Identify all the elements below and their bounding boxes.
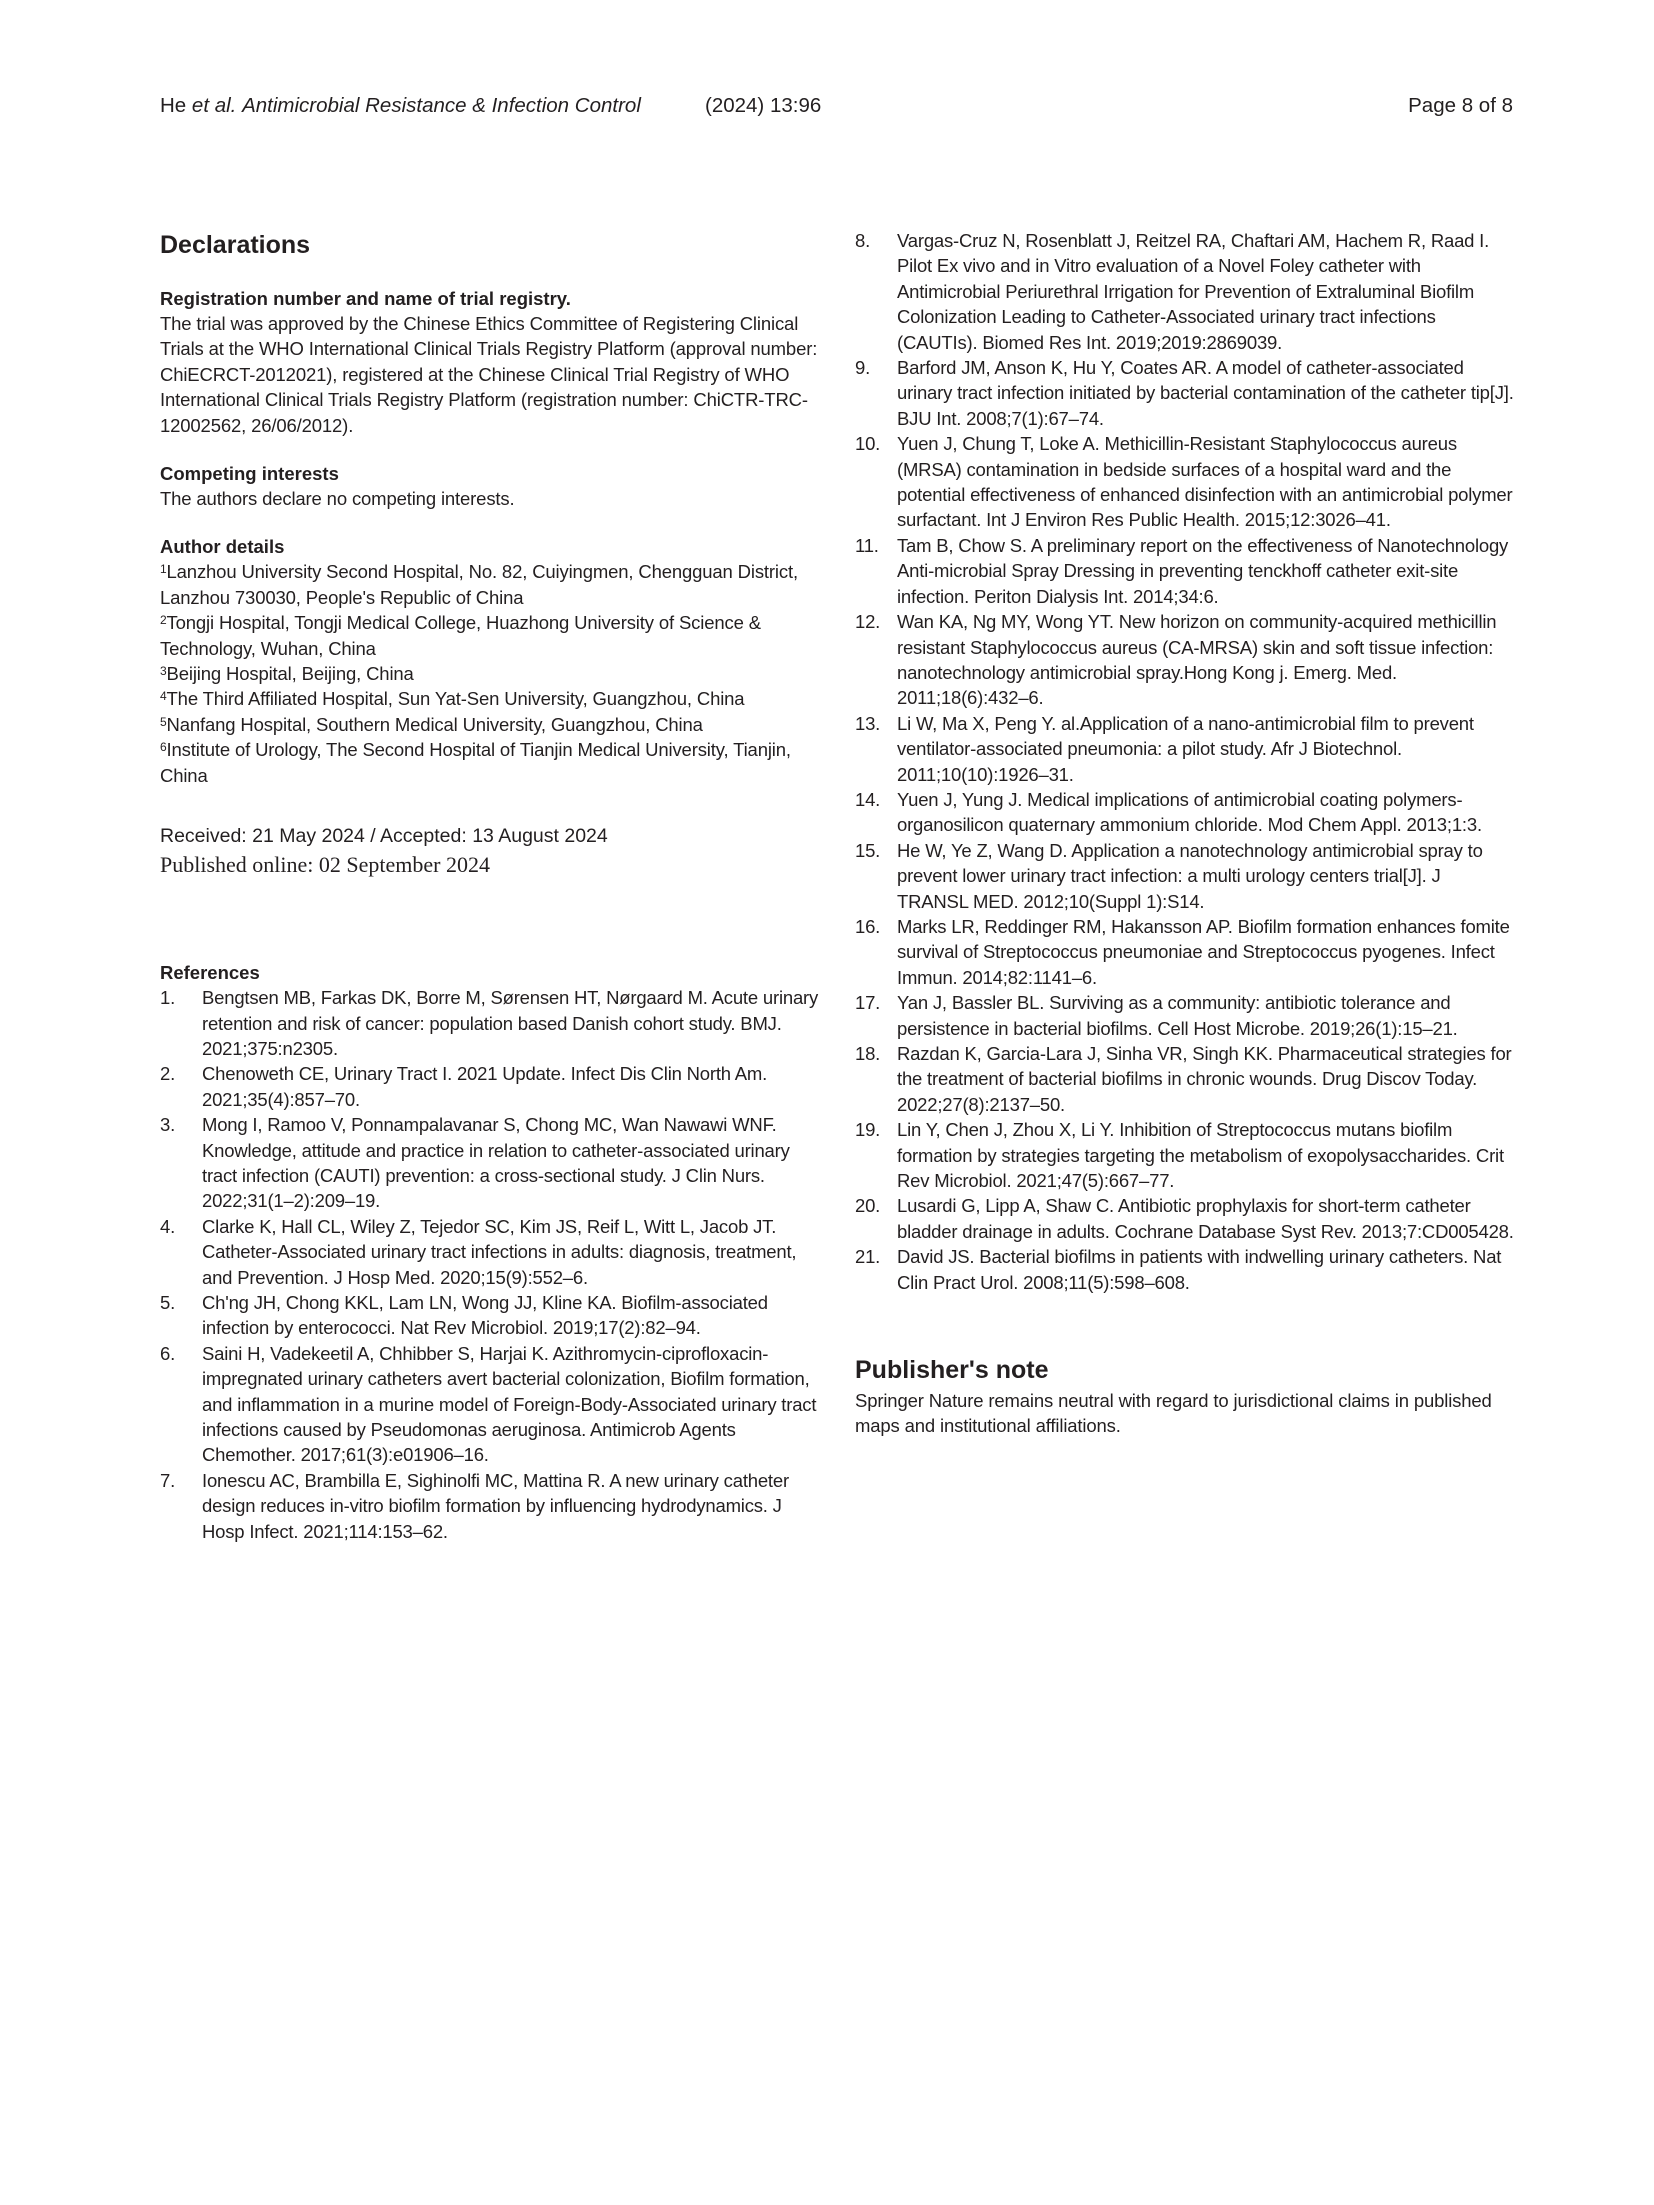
- reference-item: [855, 838, 1515, 914]
- reference-text: Marks LR, Reddinger RM, Hakansson AP. Biofilm formation enhances fomite survival of Streptococcus pneumoniae and Streptococcus pyogenes. Infect Immun. 2014;82:1141–6.: [897, 915, 1510, 988]
- reference-number: 21.: [855, 1246, 881, 1268]
- reference-text: Ch'ng JH, Chong KKL, Lam LN, Wong JJ, Kline KA. Biofilm-associated infection by enterococci. Nat Rev Microbiol. 2019;17(2):82–94.: [202, 1291, 768, 1339]
- affiliation: [160, 559, 820, 610]
- reference-item: [160, 1468, 820, 1544]
- reference-text: Barford JM, Anson K, Hu Y, Coates AR. A model of catheter-associated urinary tract infection initiated by bacterial contamination of the catheter tip[J]. BJU Int. 2008;7(1):67–74.: [897, 357, 1514, 429]
- affiliation-text: Tongji Hospital, Tongji Medical College, Huazhong University of Science & Technology, Wuhan, China: [160, 612, 761, 659]
- reference-number: 20.: [855, 1195, 881, 1217]
- affiliation-text: Institute of Urology, The Second Hospital of Tianjin Medical University, Tianjin, China: [160, 739, 791, 786]
- reference-text: Mong I, Ramoo V, Ponnampalavanar S, Chong MC, Wan Nawawi WNF. Knowledge, attitude and practice in relation to catheter-associated urinary tract infection (CAUTI) prevention: a cross-sectional study. J Clin Nurs. 2022;31(1–2):209–19.: [202, 1114, 790, 1212]
- reference-text: Bengtsen MB, Farkas DK, Borre M, Sørensen HT, Nørgaard M. Acute urinary retention and risk of cancer: population based Danish cohort study. BMJ. 2021;375:n2305.: [202, 987, 819, 1059]
- reference-text: David JS. Bacterial biofilms in patients with indwelling urinary catheters. Nat Clin Pract Urol. 2008;11(5):598–608.: [897, 1246, 1502, 1293]
- reference-item: [855, 533, 1515, 609]
- received-accepted-dates: Received: 21 May 2024 / Accepted: 13 August 2024: [160, 825, 608, 848]
- reference-item: [160, 1112, 820, 1214]
- header-year-volume: (2024) 13:96: [705, 94, 822, 117]
- registration-heading: Registration number and name of trial registry.: [160, 288, 571, 309]
- affiliation-number: 2: [160, 613, 167, 628]
- reference-number: 13.: [855, 712, 881, 734]
- reference-text: Yan J, Bassler BL. Surviving as a community: antibiotic tolerance and persistence in bacterial biofilms. Cell Host Microbe. 2019;26(1):15–21.: [897, 992, 1458, 1039]
- references-heading: References: [160, 962, 260, 984]
- reference-text: He W, Ye Z, Wang D. Application a nanotechnology antimicrobial spray to prevent lower urinary tract infection: a multi urology centers trial[J]. J TRANSL MED. 2012;10(Suppl 1):S14.: [897, 839, 1483, 912]
- affiliation: [160, 661, 820, 686]
- reference-item: [855, 990, 1515, 1041]
- reference-number: 10.: [855, 433, 881, 455]
- affiliation-number: 6: [160, 740, 167, 755]
- reference-item: [855, 711, 1515, 787]
- affiliation-text: Beijing Hospital, Beijing, China: [166, 663, 414, 685]
- reference-number: 1.: [160, 987, 176, 1009]
- registration-block: [160, 286, 820, 438]
- reference-text: Saini H, Vadekeetil A, Chhibber S, Harjai K. Azithromycin-ciprofloxacin-impregnated urinary catheters avert bacterial colonization, Biofilm formation, and inflammation in a murine model of Foreign-Body-Associated urinary tract infections caused by Pseudomonas aeruginosa. Antimicrob Agents Chemother. 2017;61(3):e01906–16.: [202, 1342, 817, 1466]
- reference-item: [855, 1041, 1515, 1117]
- header-etal: et al.: [191, 94, 237, 117]
- header-journal: Antimicrobial Resistance & Infection Control: [242, 94, 641, 117]
- affiliation-text: Lanzhou University Second Hospital, No. 82, Cuiyingmen, Chengguan District, Lanzhou 730030, People's Republic of China: [160, 561, 798, 608]
- reference-item: [855, 355, 1515, 431]
- reference-item: [855, 609, 1515, 711]
- header-page-number: Page 8 of 8: [1408, 94, 1513, 117]
- reference-item: [855, 914, 1515, 990]
- affiliation-text: The Third Affiliated Hospital, Sun Yat-Sen University, Guangzhou, China: [166, 688, 745, 710]
- reference-number: 15.: [855, 839, 881, 861]
- publication-dates: [160, 823, 820, 880]
- reference-item: [160, 985, 820, 1061]
- reference-number: 7.: [160, 1469, 176, 1491]
- reference-text: Vargas-Cruz N, Rosenblatt J, Reitzel RA, Chaftari AM, Hachem R, Raad I. Pilot Ex vivo and in Vitro evaluation of a Novel Foley catheter with Antimicrobial Periurethral Irrigation for Prevention of Extraluminal Biofilm Colonization Leading to Catheter-Associated urinary tract infections (CAUTIs). Biomed Res Int. 2019;2019:2869039.: [897, 230, 1490, 353]
- reference-text: Chenoweth CE, Urinary Tract I. 2021 Update. Infect Dis Clin North Am. 2021;35(4):857–70.: [202, 1063, 768, 1110]
- competing-interests-text: The authors declare no competing interests.: [160, 488, 515, 510]
- affiliation: [160, 737, 820, 788]
- reference-item: [160, 1214, 820, 1290]
- reference-number: 8.: [855, 230, 871, 251]
- published-online-date: Published online: 02 September 2024: [160, 852, 490, 878]
- reference-item: [855, 1193, 1515, 1244]
- reference-item: [855, 431, 1515, 533]
- reference-list-left: [160, 985, 820, 1544]
- reference-text: Yuen J, Chung T, Loke A. Methicillin-Resistant Staphylococcus aureus (MRSA) contamination in bedside surfaces of a hospital ward and the potential effectiveness of enhanced disinfection with an antimicrobial polymer surfactant. Int J Environ Res Public Health. 2015;12:3026–41.: [897, 433, 1513, 531]
- reference-text: Tam B, Chow S. A preliminary report on the effectiveness of Nanotechnology Anti-microbial Spray Dressing in preventing tenckhoff catheter exit-site infection. Periton Dialysis Int. 2014;34:6.: [897, 534, 1509, 607]
- reference-text: Razdan K, Garcia-Lara J, Sinha VR, Singh KK. Pharmaceutical strategies for the treatment of bacterial biofilms in chronic wounds. Drug Discov Today. 2022;27(8):2137–50.: [897, 1043, 1512, 1115]
- reference-text: Clarke K, Hall CL, Wiley Z, Tejedor SC, Kim JS, Reif L, Witt L, Jacob JT. Catheter-Associated urinary tract infections in adults: diagnosis, treatment, and Prevention. J Hosp Med. 2020;15(9):552–6.: [202, 1215, 797, 1288]
- reference-number: 17.: [855, 992, 881, 1014]
- affiliation-number: 5: [160, 714, 167, 729]
- reference-item: [160, 1061, 820, 1112]
- reference-number: 14.: [855, 788, 881, 810]
- author-details-block: [160, 534, 820, 788]
- reference-number: 19.: [855, 1119, 881, 1141]
- reference-number: 3.: [160, 1114, 176, 1136]
- reference-number: 18.: [855, 1043, 881, 1064]
- affiliation-number: 1: [160, 562, 167, 577]
- affiliation: [160, 610, 820, 661]
- affiliation-text: Nanfang Hospital, Southern Medical University, Guangzhou, China: [166, 713, 703, 735]
- competing-interests-block: [160, 461, 820, 511]
- reference-text: Lusardi G, Lipp A, Shaw C. Antibiotic prophylaxis for short-term catheter bladder drainage in adults. Cochrane Database Syst Rev. 2013;7:CD005428.: [897, 1195, 1514, 1242]
- reference-number: 9.: [855, 357, 871, 379]
- reference-item: [855, 228, 1515, 355]
- reference-number: 12.: [855, 611, 881, 633]
- reference-number: 11.: [855, 534, 879, 556]
- reference-list-right: [855, 228, 1515, 1295]
- reference-number: 16.: [855, 915, 881, 937]
- reference-item: [855, 787, 1515, 838]
- affiliation: [160, 686, 820, 711]
- publishers-note-heading: Publisher's note: [855, 1356, 1049, 1385]
- affiliation-number: 4: [160, 689, 167, 704]
- author-details-heading: Author details: [160, 536, 285, 558]
- reference-text: Li W, Ma X, Peng Y. al.Application of a nano-antimicrobial film to prevent ventilator-associated pneumonia: a pilot study. Afr J Biotechnol. 2011;10(10):1926–31.: [897, 712, 1474, 785]
- declarations-heading: Declarations: [160, 231, 311, 259]
- reference-number: 2.: [160, 1063, 176, 1085]
- reference-item: [160, 1290, 820, 1341]
- reference-text: Wan KA, Ng MY, Wong YT. New horizon on community-acquired methicillin resistant Staphylococcus aureus (CA-MRSA) skin and soft tissue infection: nanotechnology antimicrobial spray.Hong Kong j. Emerg. Med. 2011;18(6):432–6.: [897, 611, 1497, 709]
- registration-text: The trial was approved by the Chinese Ethics Committee of Registering Clinical Trials at the WHO International Clinical Trials Registry Platform (approval number: ChiECRCT-2012021), registered at the Chinese Clinical Trial Registry of WHO International Clinical Trials Registry Platform (registration number: ChiCTR-TRC-12002562, 26/06/2012).: [160, 313, 818, 436]
- reference-number: 4.: [160, 1215, 176, 1237]
- affiliation: [160, 712, 820, 737]
- reference-text: Lin Y, Chen J, Zhou X, Li Y. Inhibition of Streptococcus mutans biofilm formation by strategies targeting the metabolism of exopolysaccharides. Crit Rev Microbiol. 2021;47(5):667–77.: [897, 1119, 1504, 1192]
- reference-text: Ionescu AC, Brambilla E, Sighinolfi MC, Mattina R. A new urinary catheter design reduces in-vitro biofilm formation by influencing hydrodynamics. J Hosp Infect. 2021;114:153–62.: [202, 1469, 789, 1542]
- affiliation-number: 3: [160, 664, 167, 679]
- reference-item: [160, 1341, 820, 1468]
- left-column: [160, 228, 820, 1544]
- publishers-note-text: Springer Nature remains neutral with regard to jurisdictional claims in published maps and institutional affiliations.: [855, 1390, 1492, 1437]
- right-column: [855, 228, 1515, 1439]
- reference-item: [855, 1117, 1515, 1193]
- reference-text: Yuen J, Yung J. Medical implications of antimicrobial coating polymers-organosilicon quaternary ammonium chloride. Mod Chem Appl. 2013;1:3.: [897, 788, 1482, 836]
- competing-interests-heading: Competing interests: [160, 463, 339, 485]
- reference-number: 6.: [160, 1342, 176, 1364]
- reference-item: [855, 1244, 1515, 1295]
- header-authors: He: [160, 94, 187, 117]
- running-header-citation: [160, 92, 641, 120]
- reference-number: 5.: [160, 1291, 176, 1313]
